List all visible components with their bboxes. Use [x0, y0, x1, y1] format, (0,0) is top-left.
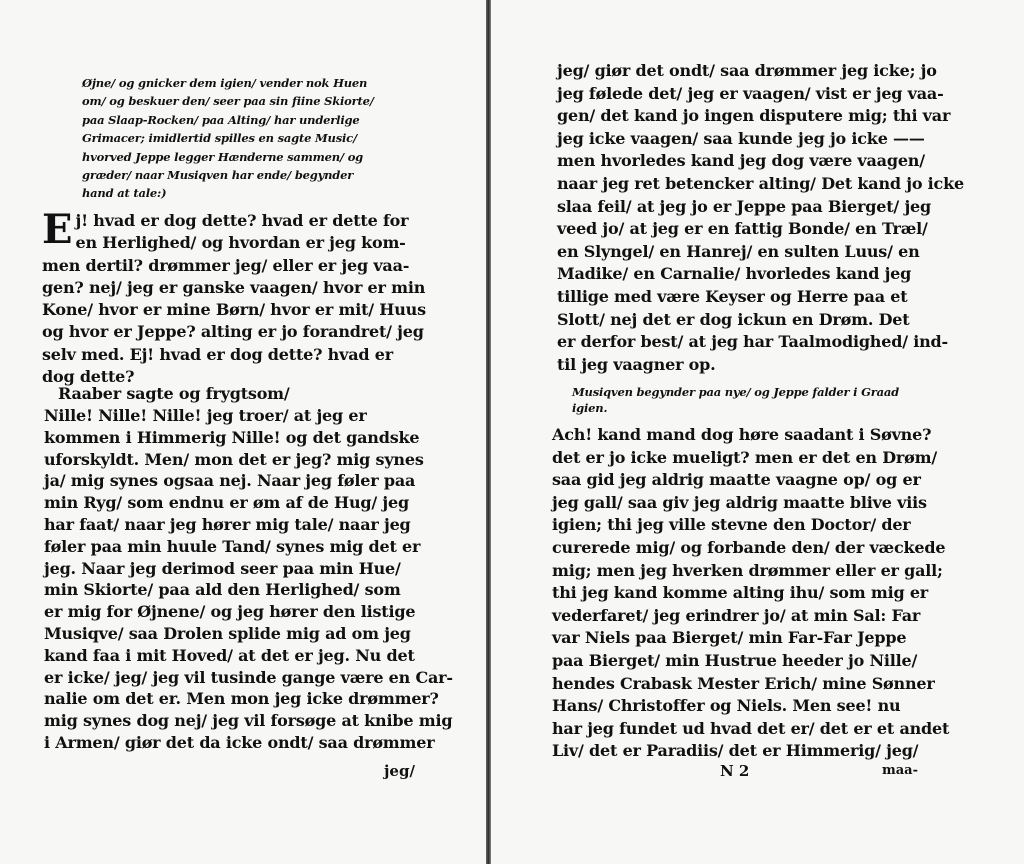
text-line: men dertil? drømmer jeg/ eller er jeg vaa- [42, 255, 410, 275]
text-line: tillige med være Keyser og Herre paa et [557, 286, 908, 306]
text-line: jeg/ giør det ondt/ saa drømmer jeg icke; jo [557, 61, 937, 80]
text-line: er derfor best/ at jeg har Taalmodighed/ ind- [557, 332, 948, 352]
text-line: var Niels paa Bierget/ min Far-Far Jeppe [552, 628, 907, 648]
jeppe-speech-2 [44, 405, 453, 754]
left-page [0, 0, 486, 864]
text-line: og hvor er Jeppe? alting er jo forandret/ jeg [42, 322, 424, 342]
text-line: føler paa min huule Tand/ synes mig det er [44, 536, 421, 556]
stage-direction-1 [82, 74, 412, 203]
text-line: mig synes dog nej/ jeg vil forsøge at knibe mig [44, 711, 453, 731]
jeppe-speech-4 [552, 424, 952, 763]
text-line: det er jo icke mueligt? men er det en Drøm/ [552, 447, 937, 467]
text-line: dog dette? [42, 367, 135, 387]
text-line: ja/ mig synes ogsaa nej. Naar jeg føler paa [44, 471, 416, 491]
text-line: min Skiorte/ paa ald den Herlighed/ som [44, 580, 401, 600]
text-line: en Slyngel/ en Hanrej/ en sulten Luus/ en [557, 241, 920, 261]
stage-line: Musiqven begynder paa nye/ og Jeppe falder i Graad [572, 385, 899, 399]
text-line: Kone/ hvor er mine Børn/ hvor er mit/ Huus [42, 300, 426, 320]
text-line: jeg icke vaagen/ saa kunde jeg jo icke —— [557, 128, 925, 148]
stage-line: om/ og beskuer den/ seer paa sin fiine Skiorte/ [82, 94, 374, 109]
stage-line: igien. [572, 400, 608, 415]
text-line: jeg. Naar jeg derimod seer paa min Hue/ [44, 558, 401, 578]
text-line: gen/ det kand jo ingen disputere mig; thi var [557, 106, 951, 126]
text-line: thi jeg kand komme alting ihu/ som mig er [552, 583, 929, 603]
text-line: hendes Crabask Mester Erich/ mine Sønner [552, 673, 935, 693]
text-line: er mig for Øjnene/ og jeg hører den listige [44, 602, 416, 622]
stage-line: hvorved Jeppe legger Hænderne sammen/ og [82, 149, 364, 164]
text-line: Slott/ nej det er dog ickun en Drøm. Det [557, 309, 910, 329]
text-line: min Ryg/ som endnu er øm af de Hug/ jeg [44, 493, 409, 513]
text-line: selv med. Ej! hvad er dog dette? hvad er [42, 344, 393, 364]
text-line: nalie om det er. Men mon jeg icke drømmer? [44, 689, 439, 709]
stage-line: paa Slaap-Rocken/ paa Alting/ har underlige [82, 112, 360, 127]
text-line: Hans/ Christoffer og Niels. Men see! nu [552, 696, 901, 716]
catchword-right: maa- [882, 763, 918, 778]
text-line: igien; thi jeg ville stevne den Doctor/ der [552, 515, 911, 535]
text-line: naar jeg ret betencker alting/ Det kand jo icke [557, 173, 964, 193]
text-line: Ach! kand mand dog høre saadant i Søvne? [552, 425, 932, 444]
stage-direction-2: Raaber sagte og frygtsom/ [58, 384, 290, 403]
text-line: Musiqve/ saa Drolen splide mig ad om jeg [44, 623, 411, 643]
stage-line: hand at tale:) [82, 186, 167, 201]
text-line: vederfaret/ jeg erindrer jo/ at min Sal: Far [552, 605, 921, 625]
text-line: uforskyldt. Men/ mon det er jeg? mig synes [44, 449, 424, 469]
drop-cap: E [42, 206, 73, 253]
text-line: men hvorledes kand jeg dog være vaagen/ [557, 151, 925, 171]
text-line: mig; men jeg hverken drømmer eller er gall; [552, 560, 943, 580]
text-line: jeg gall/ saa giv jeg aldrig maatte blive viis [552, 492, 927, 512]
text-line: i Armen/ giør det da icke ondt/ saa drømmer [44, 732, 435, 752]
text-line: saa gid jeg aldrig maatte vaagne op/ og er [552, 470, 921, 490]
text-line: Liv/ det er Paradiis/ det er Himmerig/ jeg/ [552, 741, 919, 761]
text-line: kommen i Himmerig Nille! og det gandske [44, 427, 420, 447]
jeppe-speech-3 [557, 60, 964, 376]
text-line: curerede mig/ og forbande den/ der væckede [552, 537, 946, 557]
text-line: jeg følede det/ jeg er vaagen/ vist er jeg vaa- [557, 83, 944, 103]
text-line: veed jo/ at jeg er en fattig Bonde/ en Træl/ [557, 219, 928, 239]
text-line: har jeg fundet ud hvad det er/ det er et andet [552, 718, 950, 738]
text-line: Madike/ en Carnalie/ hvorledes kand jeg [557, 264, 912, 284]
text-line: til jeg vaagner op. [557, 354, 716, 374]
jeppe-speech-1 [42, 206, 426, 388]
text-line: paa Bierget/ min Hustrue heeder jo Nille/ [552, 650, 918, 670]
text-line: slaa feil/ at jeg jo er Jeppe paa Bierget/ jeg [557, 196, 931, 216]
text-line: Nille! Nille! Nille! jeg troer/ at jeg er [44, 406, 367, 425]
stage-line: græder/ naar Musiqven har ende/ begynder [82, 168, 354, 183]
text-line: gen? nej/ jeg er ganske vaagen/ hvor er min [42, 277, 426, 297]
text-line: en Herlighed/ og hvordan er jeg kom- [75, 233, 406, 253]
stage-direction-3 [572, 385, 942, 416]
text-line: er icke/ jeg/ jeg vil tusinde gange være en Car- [44, 667, 453, 687]
catchword-left: jeg/ [384, 762, 415, 780]
stage-line: Grimacer; imidlertid spilles en sagte Music/ [82, 131, 357, 146]
text-line: har faat/ naar jeg hører mig tale/ naar jeg [44, 514, 411, 534]
signature-mark: N 2 [720, 762, 750, 780]
text-line: j! hvad er dog dette? hvad er dette for [75, 211, 409, 230]
stage-line: Øjne/ og gnicker dem igien/ vender nok Huen [82, 76, 368, 90]
text-line: kand faa i mit Hoved/ at det er jeg. Nu det [44, 645, 415, 665]
